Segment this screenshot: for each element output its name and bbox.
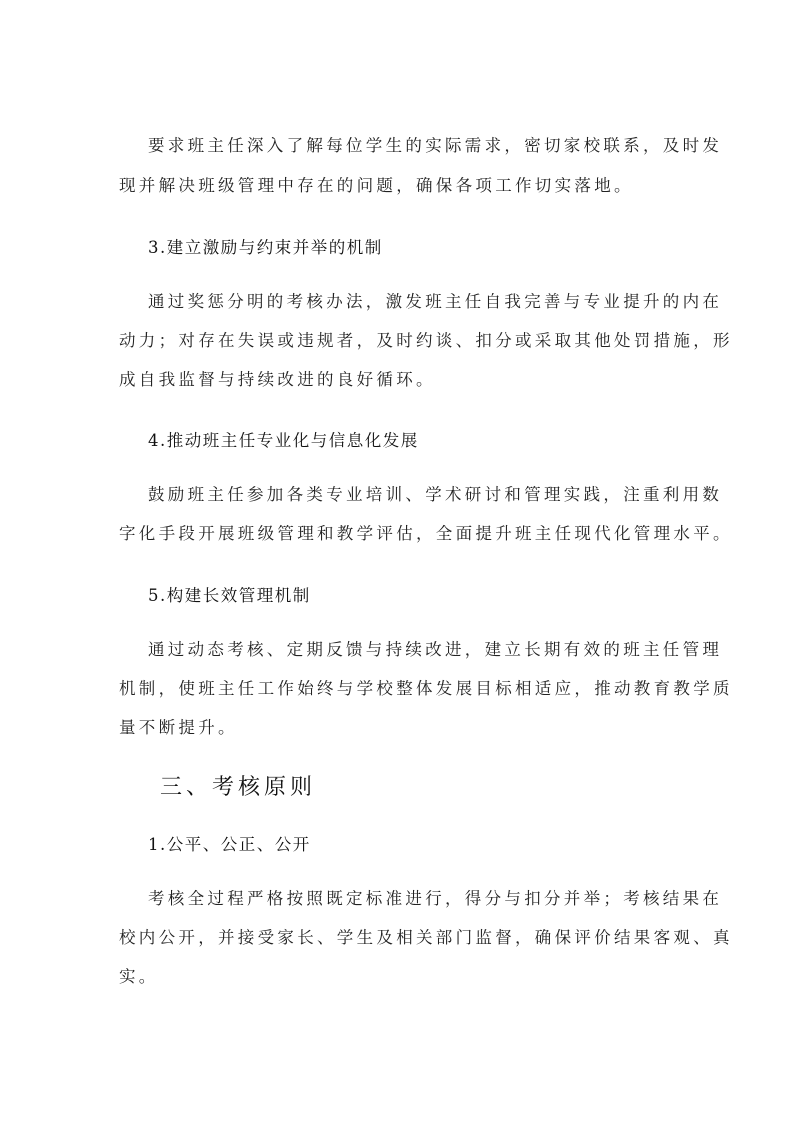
paragraph-line: 现并解决班级管理中存在的问题，确保各项工作切实落地。 (119, 176, 634, 195)
subheading-3: 3.建立激励与约束并举的机制 (148, 238, 383, 257)
paragraph-line: 实。 (119, 967, 159, 986)
subheading-5: 5.构建长效管理机制 (148, 586, 311, 605)
paragraph-line: 鼓励班主任参加各类专业培训、学术研讨和管理实践，注重利用数 (148, 485, 723, 504)
section-title: 三、考核原则 (160, 775, 317, 800)
subheading-1: 1.公平、公正、公开 (148, 835, 311, 854)
paragraph-line: 机制，使班主任工作始终与学校整体发展目标相适应，推动教育教学质 (119, 679, 733, 698)
paragraph-line: 成自我监督与持续改进的良好循环。 (119, 370, 436, 389)
paragraph-line: 通过奖惩分明的考核办法，激发班主任自我完善与专业提升的内在 (148, 292, 723, 311)
paragraph-line: 考核全过程严格按照既定标准进行，得分与扣分并举；考核结果在 (148, 889, 723, 908)
paragraph-line: 量不断提升。 (119, 718, 238, 737)
subheading-4: 4.推动班主任专业化与信息化发展 (148, 431, 419, 450)
paragraph-line: 要求班主任深入了解每位学生的实际需求，密切家校联系，及时发 (148, 136, 723, 155)
paragraph-line: 通过动态考核、定期反馈与持续改进，建立长期有效的班主任管理 (148, 640, 723, 659)
paragraph-line: 字化手段开展班级管理和教学评估，全面提升班主任现代化管理水平。 (119, 524, 733, 543)
paragraph-line: 校内公开，并接受家长、学生及相关部门监督，确保评价结果客观、真 (119, 928, 733, 947)
paragraph-line: 动力；对存在失误或违规者，及时约谈、扣分或采取其他处罚措施，形 (119, 331, 733, 350)
